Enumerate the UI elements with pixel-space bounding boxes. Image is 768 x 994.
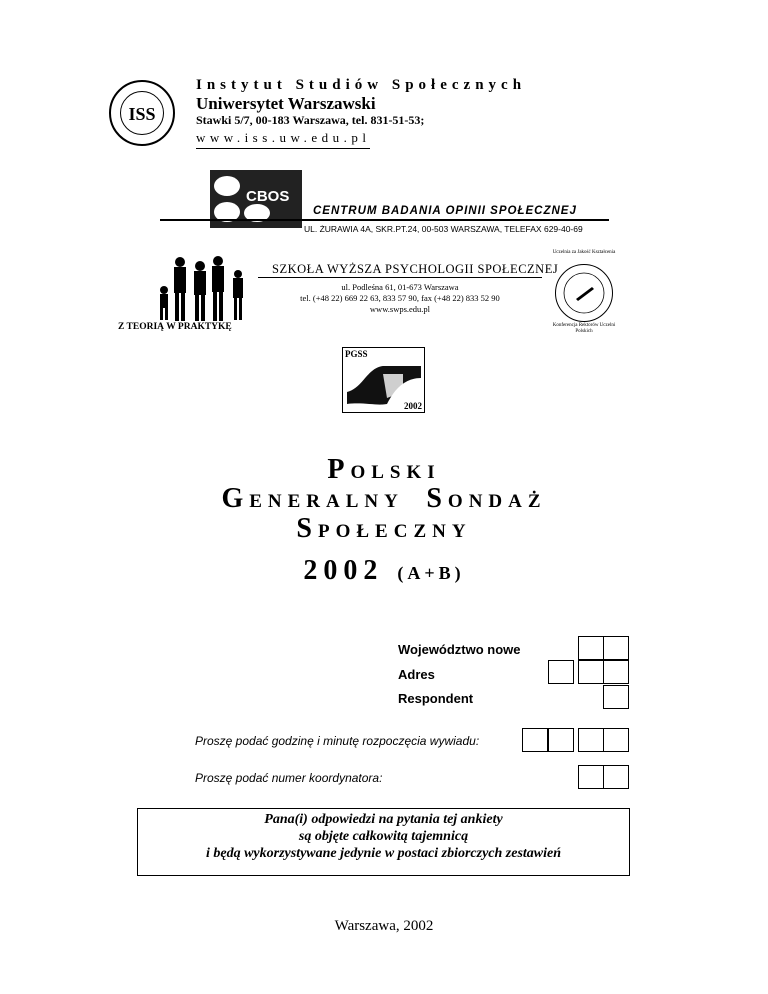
coordinator-box-2[interactable] xyxy=(603,765,629,789)
swps-divider xyxy=(258,277,542,278)
swps-motto: Z TEORIĄ W PRAKTYKĘ xyxy=(118,322,232,332)
cbos-logo-text: CBOS xyxy=(246,188,290,205)
coordinator-question: Proszę podać numer koordynatora: xyxy=(195,771,383,785)
wojewodztwo-box-1[interactable] xyxy=(578,636,604,660)
time-box-2[interactable] xyxy=(548,728,574,752)
swps-website: www.swps.edu.pl xyxy=(369,304,431,314)
adres-label: Adres xyxy=(398,667,435,682)
family-silhouette-logo xyxy=(150,254,254,324)
swps-phone: tel. (+48 22) 669 22 63, 833 57 90, fax (+48 22) 833 52 90 xyxy=(300,293,500,303)
time-question: Proszę podać godzinę i minutę rozpoczęcia wywiadu: xyxy=(195,734,480,748)
coordinator-box-1[interactable] xyxy=(578,765,604,789)
adres-box-1[interactable] xyxy=(548,660,574,684)
pgss-logo-label: PGSS xyxy=(345,349,368,359)
krasp-caption-bottom: Konferencja Rektorów Uczelni Polskich xyxy=(552,323,616,334)
cbos-divider xyxy=(160,219,609,221)
confidentiality-notice: Pana(i) odpowiedzi na pytania tej ankiety są objęte całkowitą tajemnicą i będą wykorzystywane jedynie w postaci zbiorczych zestawień xyxy=(137,808,630,876)
iss-institute-name: Instytut Studiów Społecznych xyxy=(196,77,527,93)
time-box-3[interactable] xyxy=(578,728,604,752)
swps-title: SZKOŁA WYŻSZA PSYCHOLOGII SPOŁECZNEJ xyxy=(272,262,559,276)
krasp-caption-top: Uczelnia za Jakość Kształcenia xyxy=(552,250,616,255)
title-year: 2002 (A+B) xyxy=(303,555,465,586)
title-line-1: POLSKI xyxy=(327,454,441,485)
iss-seal-text: ISS xyxy=(120,91,164,135)
adres-box-3[interactable] xyxy=(603,660,629,684)
pgss-logo-year: 2002 xyxy=(404,401,422,411)
respondent-label: Respondent xyxy=(398,691,474,706)
title-line-2: GENERALNY SONDAŻ xyxy=(221,483,547,514)
iss-website: www.iss.uw.edu.pl xyxy=(196,130,371,145)
time-box-1[interactable] xyxy=(522,728,548,752)
cbos-name: CENTRUM BADANIA OPINII SPOŁECZNEJ xyxy=(313,205,577,217)
cbos-address: UL. ŻURAWIA 4A, SKR.PT.24, 00-503 WARSZAWA, TELEFAX 629-40-69 xyxy=(304,224,583,234)
iss-underline xyxy=(196,148,370,149)
respondent-box[interactable] xyxy=(603,685,629,709)
iss-seal-logo xyxy=(109,80,175,146)
adres-box-2[interactable] xyxy=(578,660,604,684)
time-box-4[interactable] xyxy=(603,728,629,752)
footer-place-date: Warszawa, 2002 xyxy=(334,918,434,934)
krasp-seal-logo xyxy=(555,264,613,322)
title-variant: (A+B) xyxy=(397,563,465,583)
title-line-3: SPOŁECZNY xyxy=(296,513,472,544)
wojewodztwo-box-2[interactable] xyxy=(603,636,629,660)
iss-university: Uniwersytet Warszawski xyxy=(196,94,376,113)
wojewodztwo-label: Województwo nowe xyxy=(398,642,521,657)
pgss-logo xyxy=(342,347,425,413)
iss-address: Stawki 5/7, 00-183 Warszawa, tel. 831-51-53; xyxy=(196,113,425,127)
swps-address: ul. Podleśna 61, 01-673 Warszawa xyxy=(341,282,459,292)
